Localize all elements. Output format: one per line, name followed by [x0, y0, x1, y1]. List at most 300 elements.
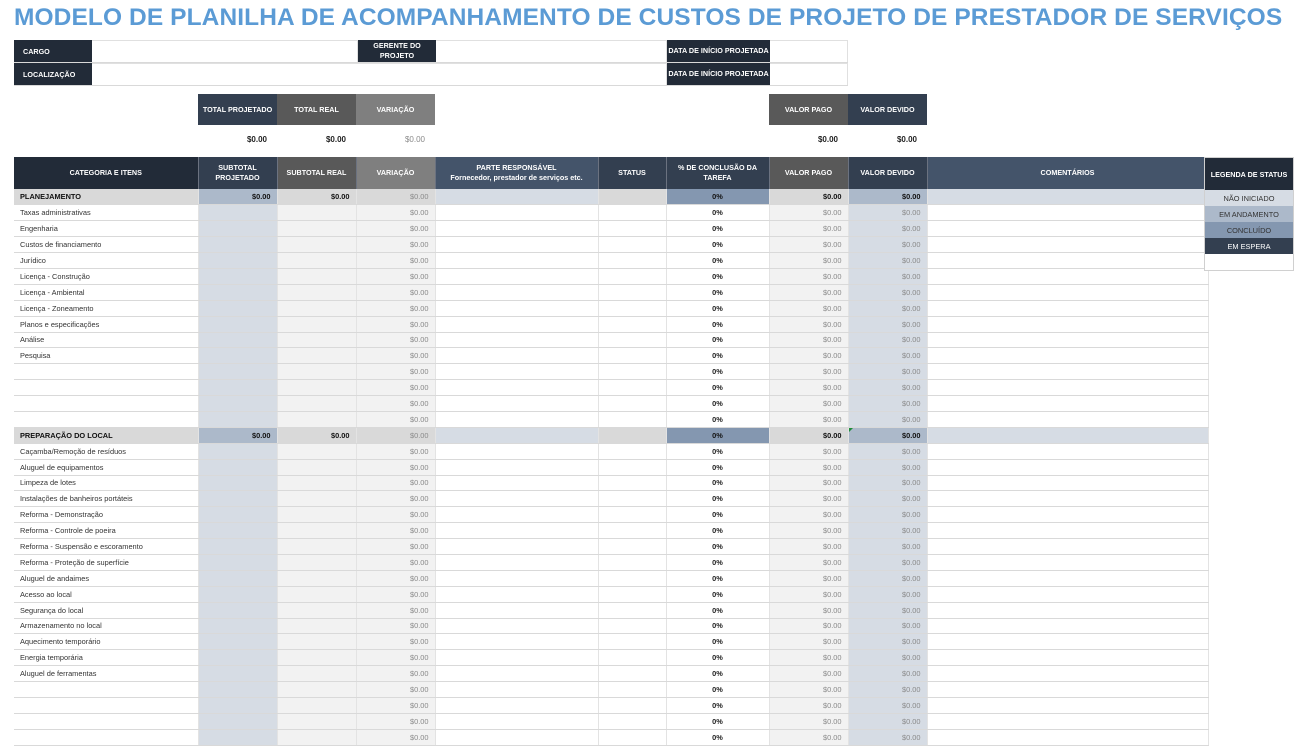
parte-responsavel-cell[interactable] — [435, 348, 598, 364]
valor-devido: $0.00 — [848, 443, 927, 459]
item-name-cell[interactable]: Taxas administrativas — [14, 205, 198, 221]
item-name-cell[interactable]: Planos e especificações — [14, 316, 198, 332]
subtotal-real-cell[interactable] — [277, 539, 356, 555]
conclusao[interactable]: 0% — [666, 539, 769, 555]
data-inicio-label-2: DATA DE INÍCIO PROJETADA — [667, 63, 770, 85]
subtotal-projetado-cell[interactable] — [198, 300, 277, 316]
comentarios-cell[interactable] — [927, 602, 1208, 618]
item-row — [14, 221, 1208, 237]
item-name-cell[interactable]: Aluguel de equipamentos — [14, 459, 198, 475]
conclusao[interactable]: 0% — [666, 507, 769, 523]
item-name-cell[interactable]: Reforma - Demonstração — [14, 507, 198, 523]
item-row — [14, 443, 1208, 459]
valor-pago[interactable]: $0.00 — [769, 205, 848, 221]
subtotal-real-cell[interactable] — [277, 268, 356, 284]
comentarios-cell[interactable] — [927, 650, 1208, 666]
valor-pago[interactable]: $0.00 — [769, 523, 848, 539]
item-name-cell[interactable] — [14, 682, 198, 698]
item-name-cell[interactable]: Limpeza de lotes — [14, 475, 198, 491]
comentarios-cell[interactable] — [927, 491, 1208, 507]
parte-responsavel-cell[interactable] — [435, 411, 598, 427]
status-cell[interactable] — [598, 189, 666, 205]
conclusao[interactable]: 0% — [666, 666, 769, 682]
valor-pago[interactable]: $0.00 — [769, 666, 848, 682]
conclusao[interactable]: 0% — [666, 459, 769, 475]
comentarios-cell[interactable] — [927, 221, 1208, 237]
subtotal-real-cell[interactable] — [277, 554, 356, 570]
item-name-cell[interactable]: Análise — [14, 332, 198, 348]
item-name-cell[interactable]: Custos de financiamento — [14, 237, 198, 253]
comentarios-cell[interactable] — [927, 253, 1208, 269]
subtotal-real-cell[interactable] — [277, 253, 356, 269]
comentarios-cell[interactable] — [927, 189, 1208, 205]
valor-pago[interactable]: $0.00 — [769, 348, 848, 364]
comentarios-cell[interactable] — [927, 427, 1208, 443]
conclusao[interactable]: 0% — [666, 618, 769, 634]
conclusao[interactable]: 0% — [666, 364, 769, 380]
conclusao[interactable]: 0% — [666, 729, 769, 745]
item-name-cell[interactable] — [14, 713, 198, 729]
valor-pago[interactable]: $0.00 — [769, 284, 848, 300]
comentarios-cell[interactable] — [927, 380, 1208, 396]
subtotal-projetado-cell[interactable] — [198, 698, 277, 714]
valor-devido: $0.00 — [848, 300, 927, 316]
item-name-cell[interactable]: Licença - Ambiental — [14, 284, 198, 300]
parte-responsavel-cell[interactable] — [435, 618, 598, 634]
subtotal-real-cell[interactable] — [277, 634, 356, 650]
header-variacao: VARIAÇÃO — [356, 157, 435, 189]
comentarios-cell[interactable] — [927, 539, 1208, 555]
parte-responsavel-cell[interactable] — [435, 396, 598, 412]
comentarios-cell[interactable] — [927, 316, 1208, 332]
status-cell[interactable] — [598, 523, 666, 539]
subtotal-real-cell[interactable] — [277, 221, 356, 237]
valor-devido: $0.00 — [848, 698, 927, 714]
item-row — [14, 300, 1208, 316]
status-cell[interactable] — [598, 443, 666, 459]
status-cell[interactable] — [598, 713, 666, 729]
status-cell[interactable] — [598, 284, 666, 300]
status-cell[interactable] — [598, 491, 666, 507]
total-variacao-header: VARIAÇÃO — [356, 94, 435, 125]
subtotal-projetado-cell[interactable] — [198, 602, 277, 618]
status-cell[interactable] — [598, 300, 666, 316]
subtotal-projetado-cell[interactable] — [198, 443, 277, 459]
status-cell[interactable] — [598, 380, 666, 396]
parte-responsavel-cell[interactable] — [435, 380, 598, 396]
status-cell[interactable] — [598, 268, 666, 284]
item-name-cell[interactable] — [14, 698, 198, 714]
subtotal-projetado-cell[interactable] — [198, 332, 277, 348]
parte-responsavel-cell[interactable] — [435, 300, 598, 316]
valor-pago[interactable]: $0.00 — [769, 729, 848, 745]
comentarios-cell[interactable] — [927, 268, 1208, 284]
valor-devido: $0.00 — [848, 729, 927, 745]
parte-responsavel-cell[interactable] — [435, 443, 598, 459]
conclusao[interactable]: 0% — [666, 284, 769, 300]
subtotal-real-cell[interactable] — [277, 682, 356, 698]
subtotal-projetado-cell[interactable] — [198, 618, 277, 634]
valor-pago[interactable]: $0.00 — [769, 300, 848, 316]
subtotal-real-cell[interactable] — [277, 650, 356, 666]
valor-pago[interactable]: $0.00 — [769, 221, 848, 237]
valor-devido: $0.00 — [848, 189, 927, 205]
valor-devido: $0.00 — [848, 475, 927, 491]
valor-pago[interactable]: $0.00 — [769, 253, 848, 269]
subtotal-projetado-cell[interactable] — [198, 539, 277, 555]
valor-pago[interactable]: $0.00 — [769, 237, 848, 253]
subtotal-projetado-cell[interactable] — [198, 284, 277, 300]
status-cell[interactable] — [598, 348, 666, 364]
item-name-cell[interactable]: Energia temporária — [14, 650, 198, 666]
gerente-field[interactable] — [436, 40, 667, 62]
conclusao[interactable]: 0% — [666, 205, 769, 221]
item-name-cell[interactable]: Licença - Construção — [14, 268, 198, 284]
item-name-cell[interactable]: Pesquisa — [14, 348, 198, 364]
valor-pago[interactable]: $0.00 — [769, 507, 848, 523]
data-inicio-field-1[interactable] — [770, 40, 848, 62]
comentarios-cell[interactable] — [927, 729, 1208, 745]
status-cell[interactable] — [598, 475, 666, 491]
valor-pago[interactable]: $0.00 — [769, 698, 848, 714]
valor-pago[interactable]: $0.00 — [769, 364, 848, 380]
status-cell[interactable] — [598, 507, 666, 523]
subtotal-projetado-cell[interactable] — [198, 396, 277, 412]
conclusao[interactable]: 0% — [666, 523, 769, 539]
subtotal-real-cell[interactable] — [277, 586, 356, 602]
item-name-cell[interactable]: Acesso ao local — [14, 586, 198, 602]
conclusao[interactable]: 0% — [666, 380, 769, 396]
subtotal-projetado-cell[interactable] — [198, 221, 277, 237]
valor-pago[interactable]: $0.00 — [769, 634, 848, 650]
subtotal-projetado-cell[interactable] — [198, 475, 277, 491]
status-cell[interactable] — [598, 205, 666, 221]
valor-pago[interactable]: $0.00 — [769, 713, 848, 729]
header-valor-pago: VALOR PAGO — [769, 157, 848, 189]
parte-responsavel-cell[interactable] — [435, 650, 598, 666]
subtotal-projetado-cell[interactable] — [198, 364, 277, 380]
parte-responsavel-cell[interactable] — [435, 491, 598, 507]
status-cell[interactable] — [598, 729, 666, 745]
parte-responsavel-cell[interactable] — [435, 475, 598, 491]
subtotal-projetado-cell[interactable] — [198, 459, 277, 475]
conclusao[interactable]: 0% — [666, 554, 769, 570]
header-subtotal-projetado: SUBTOTAL PROJETADO — [198, 157, 277, 189]
comentarios-cell[interactable] — [927, 332, 1208, 348]
comentarios-cell[interactable] — [927, 507, 1208, 523]
conclusao[interactable]: 0% — [666, 713, 769, 729]
subtotal-real-cell[interactable] — [277, 602, 356, 618]
localizacao-field[interactable] — [92, 63, 667, 85]
conclusao[interactable]: 0% — [666, 443, 769, 459]
status-cell[interactable] — [598, 570, 666, 586]
subtotal-real-cell[interactable] — [277, 205, 356, 221]
subtotal-projetado-cell[interactable] — [198, 507, 277, 523]
subtotal-projetado-cell[interactable] — [198, 348, 277, 364]
subtotal-projetado-cell[interactable] — [198, 523, 277, 539]
comentarios-cell[interactable] — [927, 364, 1208, 380]
subtotal-real-cell[interactable] — [277, 666, 356, 682]
item-name-cell[interactable]: Segurança do local — [14, 602, 198, 618]
item-name-cell[interactable]: Jurídico — [14, 253, 198, 269]
subtotal-real-cell[interactable] — [277, 443, 356, 459]
comentarios-cell[interactable] — [927, 634, 1208, 650]
status-cell[interactable] — [598, 682, 666, 698]
conclusao[interactable]: 0% — [666, 491, 769, 507]
status-cell[interactable] — [598, 554, 666, 570]
item-name-cell[interactable]: Aluguel de ferramentas — [14, 666, 198, 682]
subtotal-real-cell[interactable] — [277, 523, 356, 539]
status-cell[interactable] — [598, 221, 666, 237]
item-name-cell[interactable]: Reforma - Suspensão e escoramento — [14, 539, 198, 555]
status-cell[interactable] — [598, 364, 666, 380]
status-cell[interactable] — [598, 253, 666, 269]
item-name-cell[interactable]: Reforma - Controle de poeira — [14, 523, 198, 539]
parte-responsavel-cell[interactable] — [435, 554, 598, 570]
subtotal-projetado-cell[interactable] — [198, 634, 277, 650]
parte-responsavel-cell[interactable] — [435, 284, 598, 300]
status-cell[interactable] — [598, 459, 666, 475]
valor-pago[interactable]: $0.00 — [769, 443, 848, 459]
status-cell[interactable] — [598, 332, 666, 348]
parte-responsavel-cell[interactable] — [435, 729, 598, 745]
valor-devido: $0.00 — [848, 539, 927, 555]
valor-pago[interactable]: $0.00 — [769, 475, 848, 491]
status-cell[interactable] — [598, 634, 666, 650]
data-inicio-field-2[interactable] — [770, 63, 848, 85]
comentarios-cell[interactable] — [927, 713, 1208, 729]
parte-responsavel-cell[interactable] — [435, 459, 598, 475]
parte-responsavel-cell[interactable] — [435, 634, 598, 650]
item-name-cell[interactable]: Caçamba/Remoção de resíduos — [14, 443, 198, 459]
subtotal-real-cell[interactable] — [277, 300, 356, 316]
status-legend — [1204, 157, 1294, 271]
subtotal-real-cell[interactable] — [277, 284, 356, 300]
subtotal-projetado-cell[interactable] — [198, 586, 277, 602]
conclusao[interactable]: 0% — [666, 300, 769, 316]
parte-responsavel-cell[interactable] — [435, 189, 598, 205]
conclusao[interactable]: 0% — [666, 570, 769, 586]
comentarios-cell[interactable] — [927, 284, 1208, 300]
status-cell[interactable] — [598, 539, 666, 555]
parte-responsavel-cell[interactable] — [435, 427, 598, 443]
comentarios-cell[interactable] — [927, 396, 1208, 412]
subtotal-real-cell[interactable] — [277, 316, 356, 332]
parte-responsavel-cell[interactable] — [435, 698, 598, 714]
conclusao[interactable]: 0% — [666, 253, 769, 269]
subtotal-real-cell[interactable] — [277, 570, 356, 586]
valor-pago[interactable]: $0.00 — [769, 332, 848, 348]
subtotal-real-cell[interactable] — [277, 332, 356, 348]
conclusao[interactable]: 0% — [666, 602, 769, 618]
legend-item: CONCLUÍDO — [1205, 222, 1293, 238]
status-cell[interactable] — [598, 586, 666, 602]
parte-responsavel-cell[interactable] — [435, 268, 598, 284]
comentarios-cell[interactable] — [927, 205, 1208, 221]
conclusao[interactable]: 0% — [666, 698, 769, 714]
cargo-field[interactable] — [92, 40, 358, 62]
parte-responsavel-cell[interactable] — [435, 523, 598, 539]
subtotal-real-cell[interactable] — [277, 475, 356, 491]
subtotal-real-cell[interactable] — [277, 729, 356, 745]
parte-responsavel-cell[interactable] — [435, 666, 598, 682]
conclusao[interactable]: 0% — [666, 586, 769, 602]
conclusao[interactable]: 0% — [666, 268, 769, 284]
parte-responsavel-cell[interactable] — [435, 332, 598, 348]
conclusao[interactable]: 0% — [666, 396, 769, 412]
comentarios-cell[interactable] — [927, 459, 1208, 475]
comentarios-cell[interactable] — [927, 618, 1208, 634]
item-name-cell[interactable] — [14, 729, 198, 745]
comentarios-cell[interactable] — [927, 554, 1208, 570]
parte-responsavel-cell[interactable] — [435, 221, 598, 237]
subtotal-projetado-cell[interactable] — [198, 205, 277, 221]
item-name-cell[interactable]: Engenharia — [14, 221, 198, 237]
parte-responsavel-cell[interactable] — [435, 570, 598, 586]
parte-responsavel-cell[interactable] — [435, 602, 598, 618]
comentarios-cell[interactable] — [927, 237, 1208, 253]
item-name-cell[interactable]: Instalações de banheiros portáteis — [14, 491, 198, 507]
localizacao-label: LOCALIZAÇÃO — [14, 63, 92, 85]
comentarios-cell[interactable] — [927, 523, 1208, 539]
subtotal-projetado-cell[interactable] — [198, 380, 277, 396]
subtotal-real-cell[interactable] — [277, 459, 356, 475]
item-name-cell[interactable]: Aquecimento temporário — [14, 634, 198, 650]
subtotal-projetado-cell[interactable] — [198, 650, 277, 666]
subtotal-projetado-cell[interactable] — [198, 491, 277, 507]
subtotal-projetado-cell[interactable] — [198, 554, 277, 570]
subtotal-real-cell[interactable] — [277, 507, 356, 523]
item-row — [14, 332, 1208, 348]
comentarios-cell[interactable] — [927, 570, 1208, 586]
subtotal-real-cell[interactable] — [277, 491, 356, 507]
subtotal-projetado-cell[interactable] — [198, 411, 277, 427]
conclusao[interactable]: 0% — [666, 332, 769, 348]
conclusao[interactable]: 0% — [666, 348, 769, 364]
subtotal-real-cell[interactable] — [277, 237, 356, 253]
comentarios-cell[interactable] — [927, 475, 1208, 491]
status-cell[interactable] — [598, 698, 666, 714]
conclusao[interactable]: 0% — [666, 475, 769, 491]
item-name-cell[interactable] — [14, 411, 198, 427]
valor-pago[interactable]: $0.00 — [769, 316, 848, 332]
valor-pago[interactable]: $0.00 — [769, 268, 848, 284]
subtotal-real-cell[interactable] — [277, 348, 356, 364]
valor-pago[interactable]: $0.00 — [769, 586, 848, 602]
parte-responsavel-cell[interactable] — [435, 539, 598, 555]
item-row — [14, 682, 1208, 698]
item-name-cell[interactable] — [14, 396, 198, 412]
valor-pago[interactable]: $0.00 — [769, 539, 848, 555]
item-name-cell[interactable] — [14, 380, 198, 396]
subtotal-projetado-cell[interactable] — [198, 316, 277, 332]
status-cell[interactable] — [598, 396, 666, 412]
conclusao[interactable]: 0% — [666, 634, 769, 650]
conclusao[interactable]: 0% — [666, 316, 769, 332]
parte-responsavel-cell[interactable] — [435, 586, 598, 602]
conclusao[interactable]: 0% — [666, 411, 769, 427]
valor-pago[interactable]: $0.00 — [769, 411, 848, 427]
parte-responsavel-cell[interactable] — [435, 237, 598, 253]
parte-responsavel-cell[interactable] — [435, 205, 598, 221]
valor-devido: $0.00 — [848, 491, 927, 507]
subtotal-projetado-cell[interactable] — [198, 666, 277, 682]
valor-pago[interactable]: $0.00 — [769, 396, 848, 412]
status-cell[interactable] — [598, 650, 666, 666]
valor-pago[interactable]: $0.00 — [769, 618, 848, 634]
comentarios-cell[interactable] — [927, 348, 1208, 364]
subtotal-projetado-cell[interactable] — [198, 713, 277, 729]
comentarios-cell[interactable] — [927, 682, 1208, 698]
legend-item: NÃO INICIADO — [1205, 190, 1293, 206]
valor-pago[interactable]: $0.00 — [769, 682, 848, 698]
subtotal-real-cell[interactable] — [277, 411, 356, 427]
comentarios-cell[interactable] — [927, 443, 1208, 459]
subtotal-real-cell[interactable] — [277, 380, 356, 396]
subtotal-projetado-cell[interactable] — [198, 237, 277, 253]
item-name-cell[interactable]: Licença - Zoneamento — [14, 300, 198, 316]
subtotal-real-cell[interactable] — [277, 713, 356, 729]
parte-responsavel-cell[interactable] — [435, 507, 598, 523]
subtotal-projetado-cell[interactable] — [198, 253, 277, 269]
status-cell[interactable] — [598, 666, 666, 682]
parte-responsavel-cell[interactable] — [435, 682, 598, 698]
status-cell[interactable] — [598, 602, 666, 618]
subtotal-real-cell[interactable] — [277, 364, 356, 380]
header-valor-devido: VALOR DEVIDO — [848, 157, 927, 189]
comentarios-cell[interactable] — [927, 666, 1208, 682]
conclusao[interactable]: 0% — [666, 221, 769, 237]
subtotal-projetado-cell[interactable] — [198, 729, 277, 745]
subtotal-projetado-cell[interactable] — [198, 570, 277, 586]
status-cell[interactable] — [598, 316, 666, 332]
comentarios-cell[interactable] — [927, 698, 1208, 714]
parte-responsavel-cell[interactable] — [435, 316, 598, 332]
valor-pago[interactable]: $0.00 — [769, 554, 848, 570]
subtotal-real-cell[interactable] — [277, 618, 356, 634]
conclusao[interactable]: 0% — [666, 237, 769, 253]
status-cell[interactable] — [598, 427, 666, 443]
subtotal-real-cell[interactable] — [277, 698, 356, 714]
valor-pago[interactable]: $0.00 — [769, 602, 848, 618]
item-name-cell[interactable]: Aluguel de andaimes — [14, 570, 198, 586]
conclusao[interactable]: 0% — [666, 650, 769, 666]
subtotal-projetado-cell[interactable] — [198, 268, 277, 284]
parte-responsavel-cell[interactable] — [435, 364, 598, 380]
valor-pago[interactable]: $0.00 — [769, 650, 848, 666]
comentarios-cell[interactable] — [927, 300, 1208, 316]
status-cell[interactable] — [598, 618, 666, 634]
item-name-cell[interactable]: Armazenamento no local — [14, 618, 198, 634]
conclusao[interactable]: 0% — [666, 682, 769, 698]
valor-pago[interactable]: $0.00 — [769, 459, 848, 475]
item-name-cell[interactable] — [14, 364, 198, 380]
variacao: $0.00 — [356, 332, 435, 348]
parte-responsavel-cell[interactable] — [435, 713, 598, 729]
info-row-1 — [14, 40, 848, 63]
valor-pago[interactable]: $0.00 — [769, 570, 848, 586]
comentarios-cell[interactable] — [927, 411, 1208, 427]
item-name-cell[interactable]: Reforma - Proteção de superfície — [14, 554, 198, 570]
comentarios-cell[interactable] — [927, 586, 1208, 602]
valor-pago[interactable]: $0.00 — [769, 380, 848, 396]
status-cell[interactable] — [598, 411, 666, 427]
status-cell[interactable] — [598, 237, 666, 253]
subtotal-real-cell[interactable] — [277, 396, 356, 412]
subtotal-projetado-cell[interactable] — [198, 682, 277, 698]
valor-pago[interactable]: $0.00 — [769, 491, 848, 507]
parte-responsavel-cell[interactable] — [435, 253, 598, 269]
